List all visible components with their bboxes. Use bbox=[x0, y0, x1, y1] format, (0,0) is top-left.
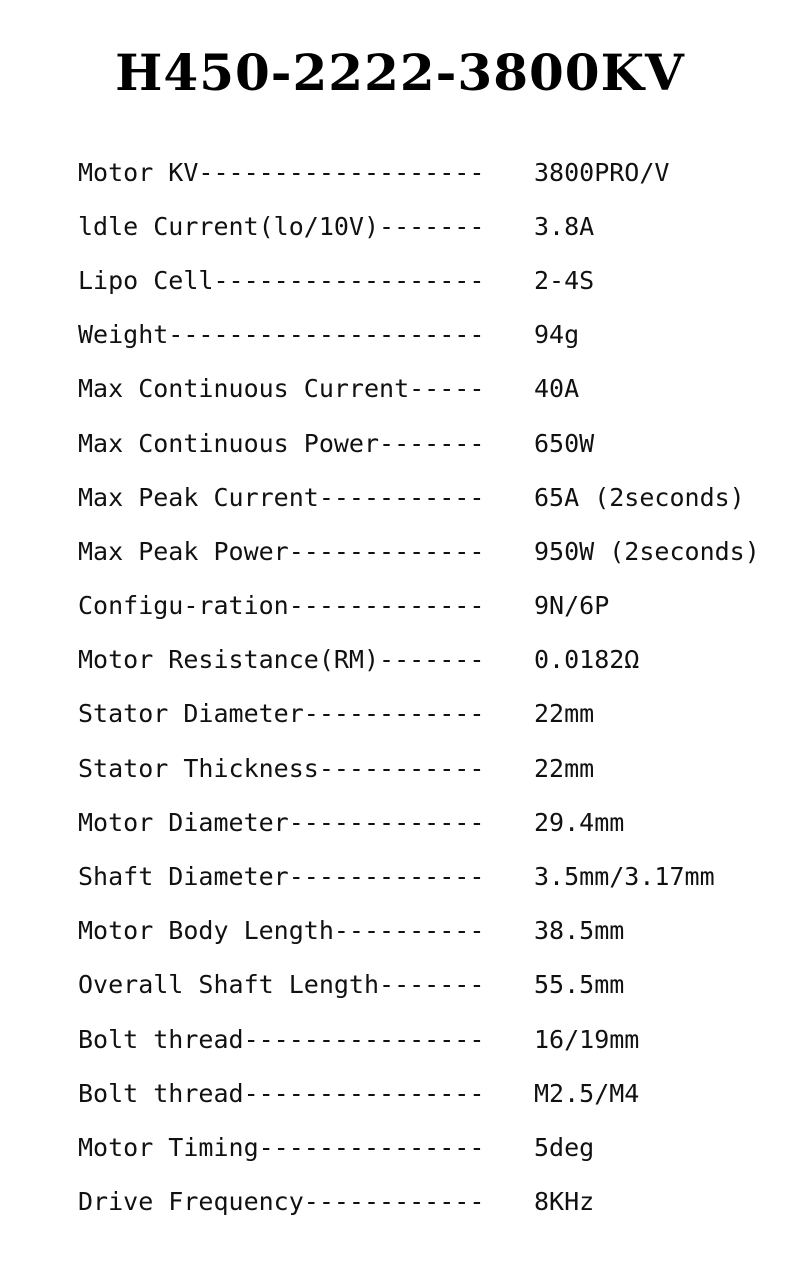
spec-label: Overall Shaft Length------- bbox=[78, 970, 485, 1000]
spec-row bbox=[78, 741, 778, 795]
spec-row bbox=[78, 687, 778, 741]
spec-row bbox=[78, 849, 778, 903]
spec-label: Motor KV------------------- bbox=[78, 157, 485, 187]
spec-row bbox=[78, 1066, 778, 1120]
spec-value: 2-4S bbox=[534, 265, 595, 295]
spec-row bbox=[78, 579, 778, 633]
spec-label: Max Continuous Current----- bbox=[78, 374, 485, 404]
spec-label: Motor Resistance(RM)------- bbox=[78, 645, 485, 675]
spec-label: Stator Thickness----------- bbox=[78, 753, 485, 783]
spec-value: 5deg bbox=[534, 1132, 595, 1162]
spec-value: M2.5/M4 bbox=[534, 1078, 640, 1108]
spec-label: Lipo Cell------------------ bbox=[78, 265, 485, 295]
spec-value: 650W bbox=[534, 428, 595, 458]
spec-row bbox=[78, 633, 778, 687]
spec-label: Bolt thread---------------- bbox=[78, 1078, 485, 1108]
spec-value: 55.5mm bbox=[534, 970, 625, 1000]
spec-label: Motor Body Length---------- bbox=[78, 916, 485, 946]
spec-value: 65A (2seconds) bbox=[534, 482, 745, 512]
spec-value: 9N/6P bbox=[534, 591, 610, 621]
spec-value: 94g bbox=[534, 320, 580, 350]
spec-label: Motor Timing--------------- bbox=[78, 1132, 485, 1162]
spec-row bbox=[78, 795, 778, 849]
spec-row bbox=[78, 470, 778, 524]
spec-list bbox=[78, 145, 778, 1229]
spec-value: 29.4mm bbox=[534, 807, 625, 837]
spec-value: 22mm bbox=[534, 699, 595, 729]
spec-label: Weight--------------------- bbox=[78, 320, 485, 350]
spec-row bbox=[78, 904, 778, 958]
spec-value: 0.0182Ω bbox=[534, 645, 640, 675]
spec-value: 38.5mm bbox=[534, 916, 625, 946]
spec-row bbox=[78, 308, 778, 362]
spec-row bbox=[78, 199, 778, 253]
spec-row bbox=[78, 1012, 778, 1066]
spec-label: Shaft Diameter------------- bbox=[78, 862, 485, 892]
spec-value: 16/19mm bbox=[534, 1024, 640, 1054]
spec-row bbox=[78, 1175, 778, 1229]
spec-value: 40A bbox=[534, 374, 580, 404]
page-title: H450-2222-3800KV bbox=[115, 43, 685, 102]
spec-label: Bolt thread---------------- bbox=[78, 1024, 485, 1054]
spec-row bbox=[78, 362, 778, 416]
spec-row bbox=[78, 145, 778, 199]
spec-row bbox=[78, 1120, 778, 1174]
spec-label: Motor Diameter------------- bbox=[78, 807, 485, 837]
spec-value: 950W (2seconds) bbox=[534, 536, 760, 566]
spec-label: Max Continuous Power------- bbox=[78, 428, 485, 458]
spec-row bbox=[78, 253, 778, 307]
spec-label: Drive Frequency------------ bbox=[78, 1187, 485, 1217]
spec-label: Max Peak Current----------- bbox=[78, 482, 485, 512]
spec-value: 3800PRO/V bbox=[534, 157, 670, 187]
spec-label: Configu-ration------------- bbox=[78, 591, 485, 621]
spec-label: Stator Diameter------------ bbox=[78, 699, 485, 729]
spec-row bbox=[78, 958, 778, 1012]
spec-value: 8KHz bbox=[534, 1187, 595, 1217]
spec-label: Max Peak Power------------- bbox=[78, 536, 485, 566]
spec-value: 3.8A bbox=[534, 211, 595, 241]
spec-label: ldle Current(lo/10V)------- bbox=[78, 211, 485, 241]
spec-row bbox=[78, 416, 778, 470]
spec-value: 3.5mm/3.17mm bbox=[534, 862, 715, 892]
spec-value: 22mm bbox=[534, 753, 595, 783]
spec-row bbox=[78, 524, 778, 578]
